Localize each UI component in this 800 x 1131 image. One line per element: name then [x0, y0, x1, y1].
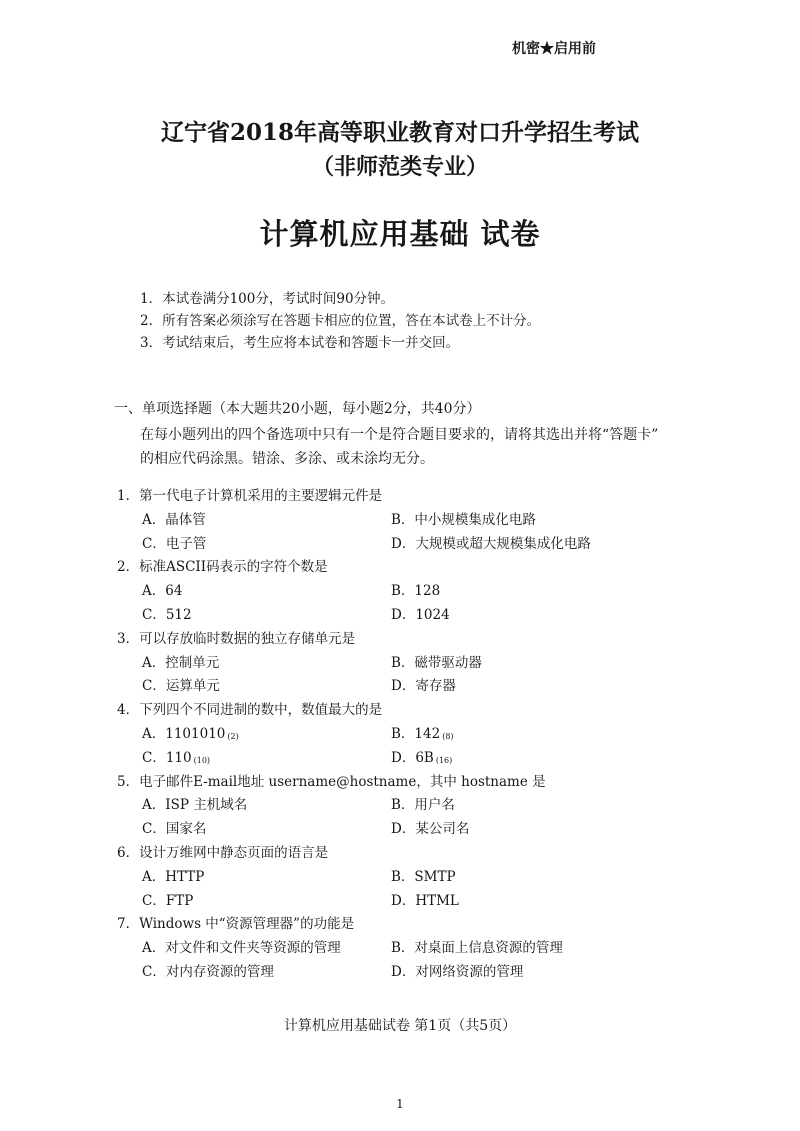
answer-option	[391, 793, 455, 813]
option-text: D．寄存器	[391, 678, 456, 695]
answer-option	[391, 746, 452, 766]
number-base-subscript: (2)	[227, 732, 239, 741]
option-text: B．142	[391, 726, 441, 742]
question-stem: 7．Windows 中“资源管理器”的功能是	[117, 916, 355, 933]
answer-option	[142, 674, 220, 694]
answer-option	[391, 817, 469, 837]
option-text: A．控制单元	[142, 654, 220, 671]
section-desc-1: 在每小题列出的四个备选项中只有一个是符合题目要求的，请将其选出并将“答题卡”	[140, 427, 659, 443]
option-text: A．1101010	[142, 726, 226, 742]
option-text: B．SMTP	[391, 868, 456, 885]
answer-option	[391, 865, 456, 885]
option-text: A．晶体管	[142, 511, 206, 528]
option-text: B．对桌面上信息资源的管理	[391, 940, 563, 957]
question-stem: 3．可以存放临时数据的独立存储单元是	[117, 630, 356, 647]
instruction-3: 3．考试结束后，考生应将本试卷和答题卡一并交回。	[140, 335, 460, 351]
exam-subtitle: （非师范类专业）	[311, 154, 488, 180]
option-text: D．大规模或超大规模集成化电路	[391, 535, 591, 552]
section-heading: 一、单项选择题（本大题共20小题，每小题2分，共40分）	[114, 401, 481, 417]
option-text: B．中小规模集成化电路	[391, 511, 536, 528]
answer-option	[391, 508, 536, 528]
answer-option	[391, 889, 459, 909]
option-text: A．64	[142, 583, 183, 600]
option-text: C．FTP	[142, 892, 194, 909]
option-text: C．512	[142, 607, 192, 623]
option-text: D．对网络资源的管理	[391, 964, 524, 980]
page-footer: 计算机应用基础试卷 第1页（共5页）	[283, 1018, 517, 1034]
answer-option	[391, 722, 454, 742]
option-text: C．运算单元	[142, 678, 220, 695]
instruction-1: 1．本试卷满分100分，考试时间90分钟。	[140, 291, 395, 307]
answer-option	[391, 603, 450, 623]
option-text: C．电子管	[142, 535, 207, 552]
question-stem: 4．下列四个不同进制的数中，数值最大的是	[117, 702, 383, 719]
answer-option	[142, 889, 193, 909]
option-text: A．HTTP	[142, 868, 205, 885]
option-text: A．对文件和文件夹等资源的管理	[142, 940, 341, 957]
question-stem: 5．电子邮件E-mail地址 username@hostname，其中 hostname 是	[117, 773, 546, 790]
number-base-subscript: (8)	[442, 732, 454, 741]
option-text: B．用户名	[391, 797, 455, 814]
answer-option	[391, 936, 563, 956]
answer-option	[142, 817, 206, 837]
option-text: A．ISP 主机域名	[142, 797, 248, 814]
answer-option	[142, 508, 206, 528]
option-text: D．某公司名	[391, 821, 470, 838]
exam-title: 辽宁省2018年高等职业教育对口升学招生考试	[160, 119, 639, 146]
option-text: C．对内存资源的管理	[142, 964, 274, 980]
answer-option	[142, 603, 192, 623]
answer-option	[391, 960, 523, 980]
instruction-2: 2．所有答案必须涂写在答题卡相应的位置，答在本试卷上不计分。	[140, 313, 541, 329]
answer-option	[142, 960, 274, 980]
option-text: D．6B	[391, 749, 434, 766]
question-stem: 2．标准ASCII码表示的字符个数是	[117, 559, 328, 576]
section-desc-2: 的相应代码涂黑。错涂、多涂、或未涂均无分。	[140, 451, 434, 467]
answer-option	[142, 722, 239, 742]
answer-option	[142, 746, 210, 766]
number-base-subscript: (10)	[193, 755, 211, 765]
question-stem: 1．第一代电子计算机采用的主要逻辑元件是	[117, 488, 383, 504]
subject-title: 计算机应用基础 试卷	[259, 217, 541, 251]
answer-option	[142, 579, 182, 599]
question-stem: 6．设计万维网中静态页面的语言是	[117, 845, 329, 861]
option-text: D．HTML	[391, 892, 459, 909]
answer-option	[391, 579, 440, 599]
answer-option	[391, 532, 591, 552]
answer-option	[391, 674, 456, 694]
number-base-subscript: (16)	[435, 755, 453, 765]
answer-option	[142, 651, 219, 671]
option-text: B．磁带驱动器	[391, 654, 482, 671]
option-text: C．国家名	[142, 821, 207, 838]
option-text: D．1024	[391, 607, 450, 623]
answer-option	[142, 936, 341, 956]
option-text: C．110	[142, 749, 192, 766]
page-number: 1	[396, 1097, 404, 1111]
confidential-label: 机密★启用前	[512, 41, 596, 57]
answer-option	[142, 865, 204, 885]
option-text: B．128	[391, 583, 441, 600]
answer-option	[391, 651, 482, 671]
answer-option	[142, 532, 206, 552]
answer-option	[142, 793, 247, 813]
